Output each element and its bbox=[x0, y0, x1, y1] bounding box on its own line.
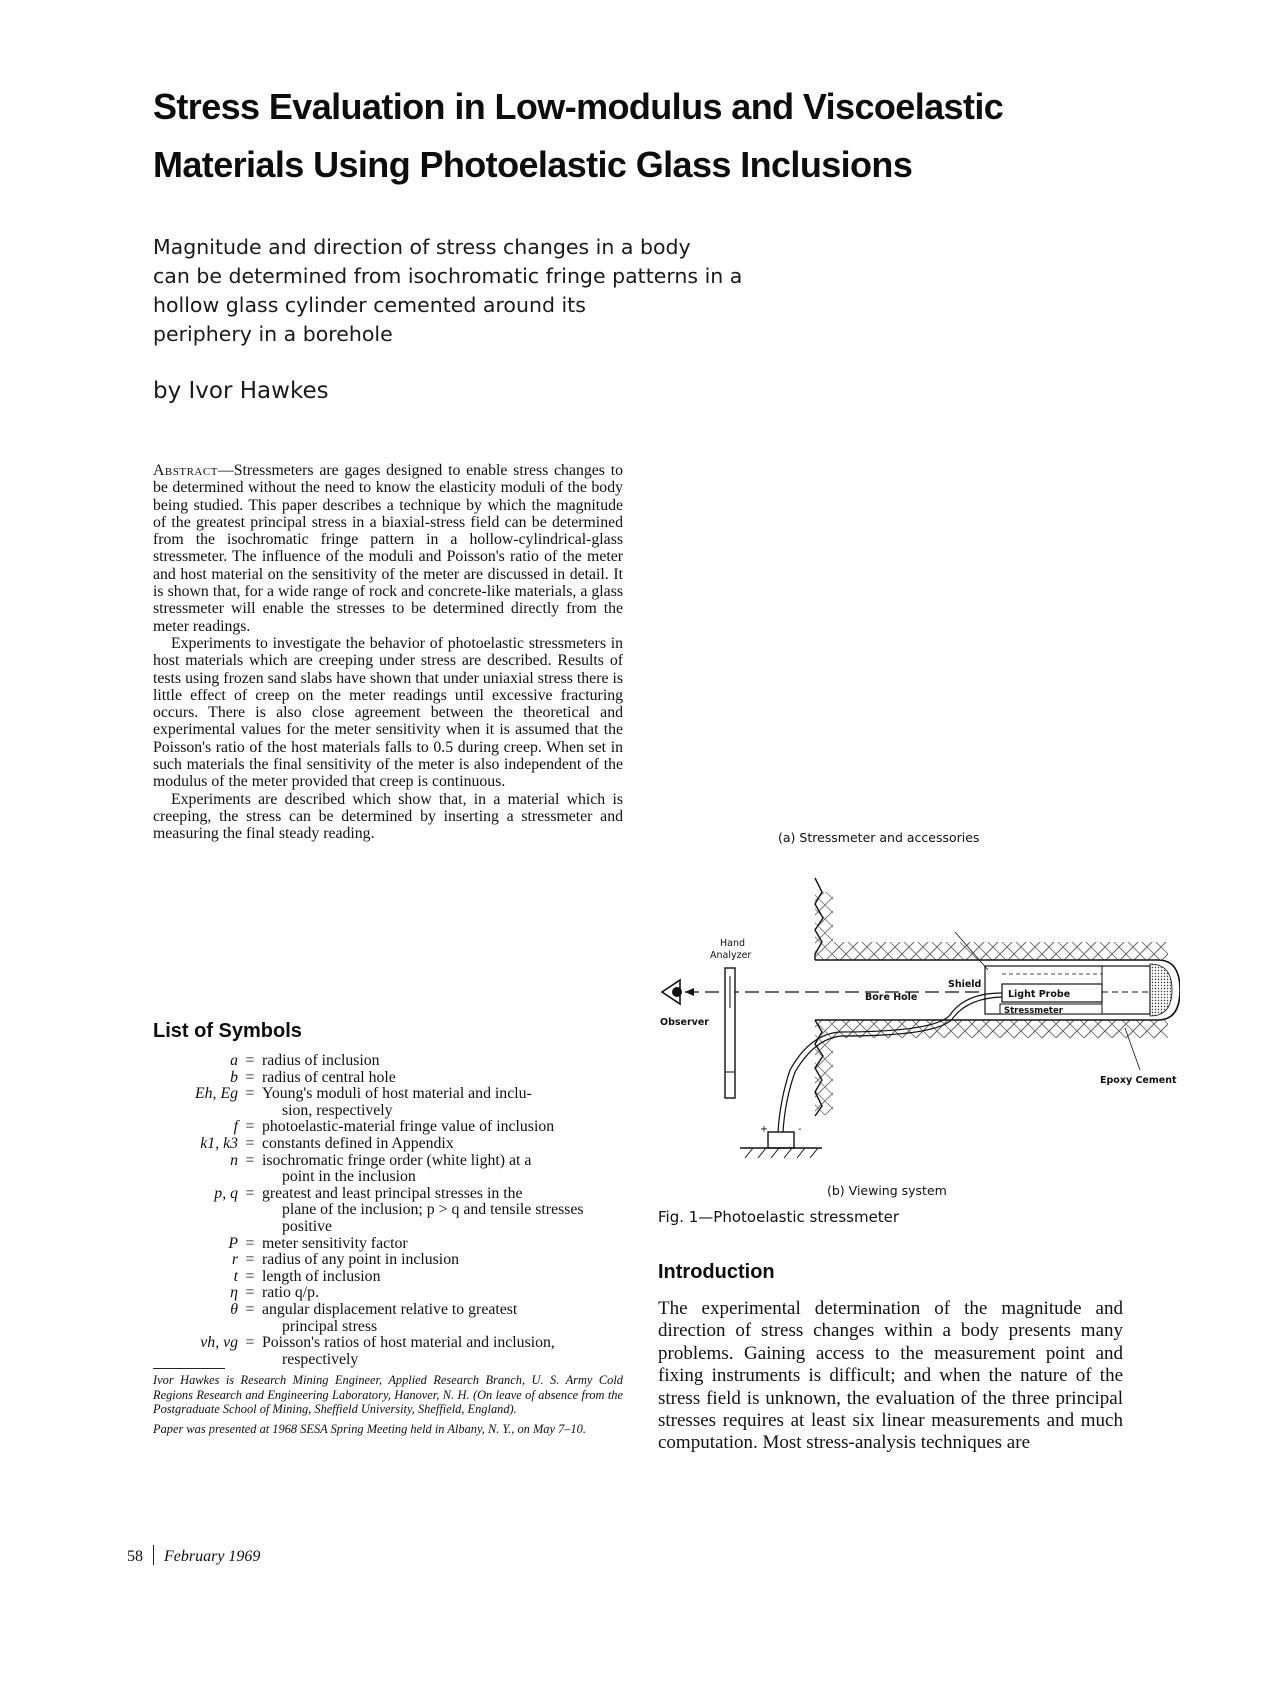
symbol-equals: = bbox=[245, 1300, 255, 1318]
symbol-row bbox=[150, 1086, 625, 1119]
symbol-key: n bbox=[230, 1151, 238, 1169]
stressmeter-label: Stressmeter bbox=[1004, 1006, 1063, 1016]
symbol-key: f bbox=[233, 1118, 238, 1136]
symbol-definition bbox=[262, 1153, 625, 1186]
symbols-list bbox=[150, 1053, 625, 1368]
symbol-definition-text: radius of any point in inclusion bbox=[262, 1251, 459, 1269]
symbol-definition-continued: point in the inclusion bbox=[282, 1168, 416, 1186]
symbol-definition bbox=[262, 1119, 625, 1136]
symbol-equals: = bbox=[245, 1334, 255, 1352]
abstract-text: —Stressmeters are gages designed to enable stress changes to be determined without the need to know the elasticity moduli of the body being studied. This paper describes a technique by which the magnitude of the greatest principal stress in a biaxial-stress field can be determined from the isochromatic fringe pattern in a hollow-cylindrical-glass stressmeter. The influence of the moduli and Poisson's ratio of the meter and host material on the sensitivity of the meter are discussed in detail. It is shown that, for a wide range of rock and concrete-like materials, a glass stressmeter will enable the stresses to be determined directly from the meter readings. bbox=[153, 462, 623, 635]
abstract-paragraph: Experiments to investigate the behavior of photoelastic stressmeters in host materials which are creeping under stress are described. Results of tests using frozen sand slabs have shown that under uniaxial stress there is little effect of creep on the meter readings until excessive fracturing occurs. There is also close agreement between the theoretical and experimental values for the meter sensitivity when it is assumed that the Poisson's ratio of the host materials falls to 0.5 during creep. When set in such materials the final sensitivity of the meter is also independent of the modulus of the meter provided that creep is continuous. bbox=[153, 634, 623, 791]
rock-face bbox=[815, 878, 833, 1116]
footnotes bbox=[153, 1373, 623, 1441]
symbol-equals: = bbox=[245, 1184, 255, 1202]
figure-label-b: (b) Viewing system bbox=[827, 1183, 947, 1198]
footnote-divider bbox=[153, 1368, 225, 1369]
observer-eye-icon bbox=[662, 980, 682, 1004]
symbol-equals: = bbox=[245, 1068, 255, 1086]
symbol-row bbox=[150, 1136, 625, 1153]
symbol-equals: = bbox=[245, 1052, 255, 1069]
symbol-row bbox=[150, 1236, 625, 1253]
battery-icon bbox=[740, 1124, 822, 1158]
symbol-definition bbox=[262, 1070, 625, 1087]
symbol-row bbox=[150, 1186, 625, 1236]
issue-date: February 1969 bbox=[164, 1548, 261, 1565]
symbol-equals: = bbox=[245, 1118, 255, 1136]
symbol-equals: = bbox=[245, 1134, 255, 1152]
symbol-definition-text: isochromatic fringe order (white light) at a bbox=[262, 1151, 532, 1169]
symbol-definition bbox=[262, 1086, 625, 1119]
subtitle-line: can be determined from isochromatic fringe patterns in a bbox=[153, 264, 743, 288]
symbol-key: η bbox=[230, 1284, 238, 1302]
hand-analyzer bbox=[725, 968, 735, 1098]
symbol-key: p, q bbox=[214, 1184, 238, 1202]
svg-text:+: + bbox=[760, 1124, 768, 1135]
symbol-equals: = bbox=[245, 1267, 255, 1285]
introduction-paragraph: The experimental determination of the magnitude and direction of stress changes within a body presents many problems. Gaining access to the measurement point and fixing instruments is difficult; and when the nature of the stress field is unknown, the evaluation of the three principal stresses requires at least six linear measurements and much computation. Most stress-analysis techniques are bbox=[658, 1298, 1123, 1454]
symbol-definition bbox=[262, 1285, 625, 1302]
article-subtitle bbox=[153, 233, 743, 349]
article-title bbox=[153, 78, 1053, 194]
light-probe-label: Light Probe bbox=[1008, 989, 1071, 1000]
byline: by Ivor Hawkes bbox=[153, 378, 329, 404]
presentation-footnote: Paper was presented at 1968 SESA Spring Meeting held in Albany, N. Y., on May 7–10. bbox=[153, 1421, 586, 1436]
introduction-heading: Introduction bbox=[658, 1261, 775, 1283]
symbol-equals: = bbox=[245, 1251, 255, 1269]
hand-analyzer-label: Analyzer bbox=[710, 950, 752, 961]
symbol-definition-text: ratio q/p. bbox=[262, 1284, 320, 1302]
subtitle-line: hollow glass cylinder cemented around its bbox=[153, 293, 586, 317]
symbol-definition-continued: sion, respectively bbox=[282, 1101, 393, 1119]
observer-label: Observer bbox=[660, 1017, 709, 1028]
symbol-row bbox=[150, 1153, 625, 1186]
abstract-paragraph: Experiments are described which show that, in a material which is creeping, the stress can be determined by inserting a stressmeter and measuring the final steady reading. bbox=[153, 790, 623, 843]
symbol-key: θ bbox=[230, 1300, 238, 1318]
symbol-equals: = bbox=[245, 1151, 255, 1169]
symbol-definition-text: length of inclusion bbox=[262, 1267, 381, 1285]
symbol-key: νh, νg bbox=[200, 1334, 238, 1352]
page-number: 58 bbox=[127, 1548, 143, 1565]
symbol-row bbox=[150, 1302, 625, 1335]
epoxy-cement-label: Epoxy Cement bbox=[1100, 1075, 1177, 1086]
figure-caption: Fig. 1—Photoelastic stressmeter bbox=[658, 1208, 900, 1226]
symbol-definition bbox=[262, 1053, 625, 1070]
symbol-row bbox=[150, 1285, 625, 1302]
symbol-key: k1, k3 bbox=[200, 1134, 238, 1152]
symbols-heading: List of Symbols bbox=[153, 1020, 302, 1042]
symbol-row bbox=[150, 1070, 625, 1087]
symbol-definition-text: constants defined in Appendix bbox=[262, 1134, 454, 1152]
hand-analyzer-label: Hand bbox=[720, 938, 746, 949]
symbol-key: t bbox=[233, 1267, 238, 1285]
title-line: Stress Evaluation in Low-modulus and Viscoelastic bbox=[153, 86, 1004, 127]
symbol-definition-text: radius of central hole bbox=[262, 1068, 396, 1086]
page-footer bbox=[127, 1545, 260, 1566]
symbol-key: a bbox=[230, 1052, 238, 1069]
title-line: Materials Using Photoelastic Glass Inclusions bbox=[153, 144, 913, 185]
symbol-key: r bbox=[231, 1251, 238, 1269]
symbol-row bbox=[150, 1053, 625, 1070]
symbol-row bbox=[150, 1119, 625, 1136]
abstract-paragraph bbox=[153, 462, 623, 635]
symbol-definition-continued: principal stress bbox=[282, 1317, 378, 1335]
symbol-definition bbox=[262, 1302, 625, 1335]
shield-label: Shield bbox=[948, 979, 982, 990]
footer-separator bbox=[153, 1545, 154, 1565]
svg-text:-: - bbox=[798, 1124, 802, 1135]
symbol-definition-text: Poisson's ratios of host material and inclusion, bbox=[262, 1334, 555, 1352]
symbol-definition-text: Young's moduli of host material and inclu- bbox=[262, 1085, 532, 1103]
symbol-definition bbox=[262, 1236, 625, 1253]
symbol-definition bbox=[262, 1335, 625, 1368]
symbol-definition-text: meter sensitivity factor bbox=[262, 1234, 408, 1252]
symbol-equals: = bbox=[245, 1085, 255, 1103]
subtitle-line: periphery in a borehole bbox=[153, 322, 393, 346]
symbol-key: b bbox=[230, 1068, 238, 1086]
abstract-label: Abstract bbox=[153, 462, 218, 479]
subtitle-line: Magnitude and direction of stress changes in a body bbox=[153, 235, 691, 259]
sight-arrow bbox=[685, 988, 694, 996]
affiliation-footnote: Ivor Hawkes is Research Mining Engineer, Applied Research Branch, U. S. Army Cold Regions Research and Engineering Laboratory, Hanover, N. H. (On leave of absence from the Postgraduate School of Mining, Sheffield University, Sheffield, England). bbox=[153, 1373, 623, 1416]
symbol-definition-continued: plane of the inclusion; p > q and tensile stresses positive bbox=[282, 1201, 584, 1235]
abstract bbox=[153, 462, 623, 843]
symbol-definition bbox=[262, 1252, 625, 1269]
figure-label-a: (a) Stressmeter and accessories bbox=[778, 830, 980, 845]
symbol-equals: = bbox=[245, 1234, 255, 1252]
symbol-row bbox=[150, 1252, 625, 1269]
symbol-definition-text: greatest and least principal stresses in the bbox=[262, 1184, 523, 1202]
symbol-definition bbox=[262, 1136, 625, 1153]
symbol-definition-continued: respectively bbox=[282, 1350, 359, 1368]
symbol-definition bbox=[262, 1186, 625, 1236]
symbol-definition-text: photoelastic-material fringe value of inclusion bbox=[262, 1118, 555, 1136]
symbol-definition-text: radius of inclusion bbox=[262, 1052, 380, 1069]
symbol-key: P bbox=[228, 1234, 238, 1252]
symbol-row bbox=[150, 1335, 625, 1368]
bore-hole-label: Bore Hole bbox=[865, 992, 918, 1003]
borehole bbox=[815, 942, 1180, 1038]
stressmeter-diagram bbox=[650, 870, 1180, 1180]
symbol-key: Eh, Eg bbox=[195, 1085, 238, 1103]
symbol-row bbox=[150, 1269, 625, 1286]
symbol-definition-text: angular displacement relative to greatest bbox=[262, 1300, 518, 1318]
symbol-definition bbox=[262, 1269, 625, 1286]
symbol-equals: = bbox=[245, 1284, 255, 1302]
introduction-body bbox=[658, 1298, 1123, 1455]
light-probe-cable bbox=[778, 993, 1002, 1132]
